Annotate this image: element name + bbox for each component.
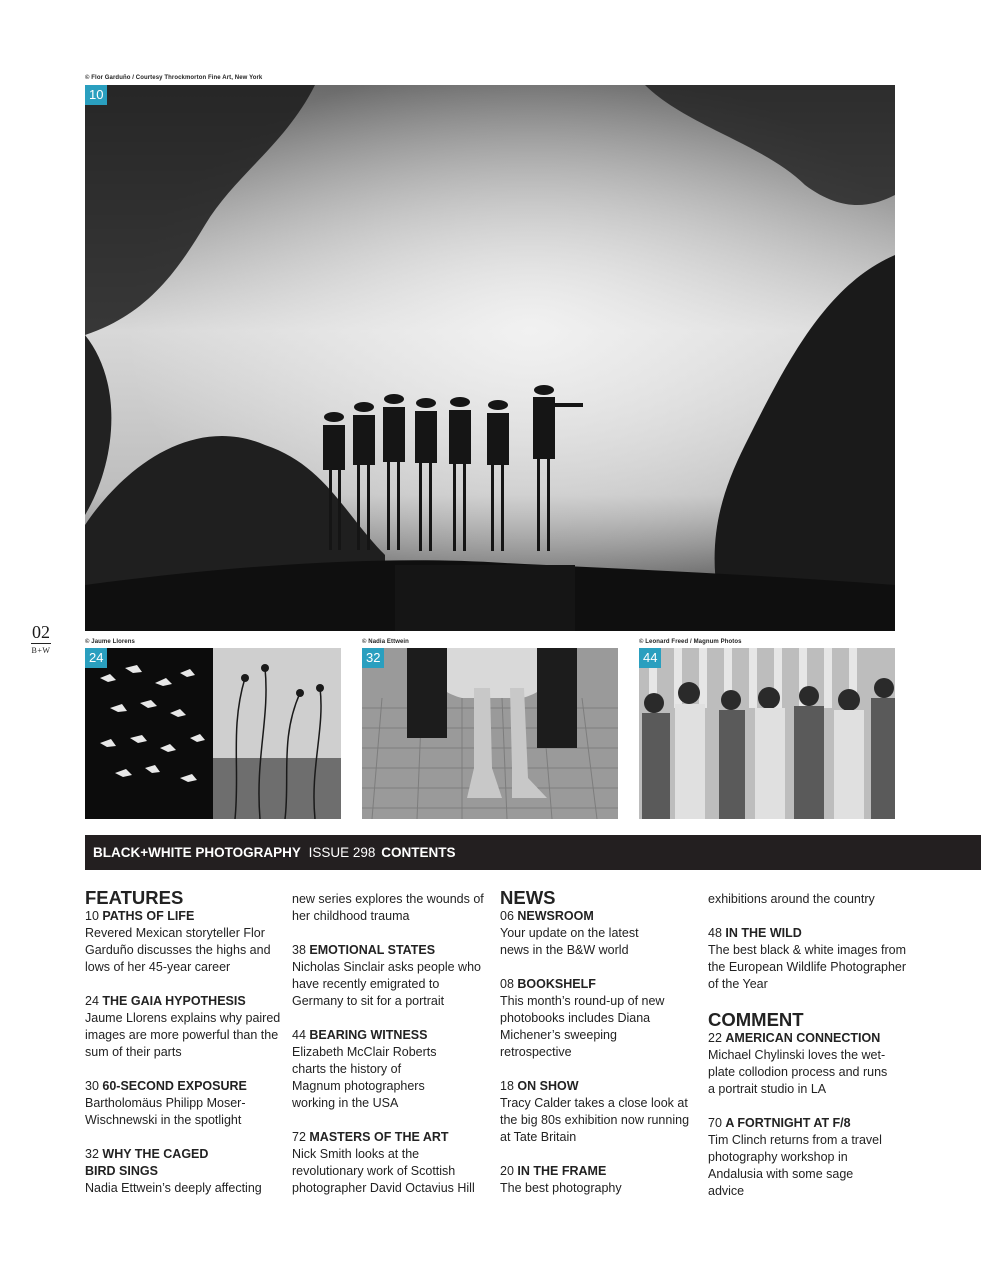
thumb-credit-1: © Jaume Llorens bbox=[85, 639, 135, 645]
entry-title: MASTERS OF THE ART bbox=[309, 1130, 449, 1144]
entry-description: This month’s round-up of new photobooks includes Diana Michener’s sweeping retrospective bbox=[500, 994, 665, 1059]
entry-description: The best photography bbox=[500, 1181, 622, 1195]
thumb-page-tag-3: 44 bbox=[639, 648, 661, 668]
contents-entry[interactable] bbox=[292, 942, 488, 1010]
thumb-credit-2: © Nadia Ettwein bbox=[362, 639, 409, 645]
entry-description: Revered Mexican storyteller Flor Garduño discusses the highs and lows of her 45-year career bbox=[85, 926, 271, 974]
section-heading-features: FEATURES bbox=[85, 887, 184, 908]
contents-entry[interactable] bbox=[500, 908, 696, 959]
entry-page-number: 24 bbox=[85, 994, 99, 1008]
banner-brand: BLACK+WHITE PHOTOGRAPHY bbox=[93, 845, 301, 860]
thumb-photo-2[interactable] bbox=[362, 648, 618, 819]
thumb-page-tag-2: 32 bbox=[362, 648, 384, 668]
entry-title: IN THE FRAME bbox=[517, 1164, 607, 1178]
entry-title: EMOTIONAL STATES bbox=[309, 943, 436, 957]
entry-description-continued: new series explores the wounds of her childhood trauma bbox=[292, 892, 484, 923]
section-heading-news: NEWS bbox=[500, 887, 556, 908]
entry-page-number: 18 bbox=[500, 1079, 514, 1093]
entry-description: Tracy Calder takes a close look at the big 80s exhibition now running at Tate Britain bbox=[500, 1096, 690, 1144]
thumb-photo-1[interactable] bbox=[85, 648, 341, 819]
entry-page-number: 10 bbox=[85, 909, 99, 923]
section-heading-comment: COMMENT bbox=[708, 1009, 804, 1030]
entry-title: PATHS OF LIFE bbox=[102, 909, 195, 923]
banner-issue: ISSUE 298 bbox=[308, 845, 376, 860]
entry-title: ON SHOW bbox=[517, 1079, 579, 1093]
thumb-page-tag-1: 24 bbox=[85, 648, 107, 668]
entry-page-number: 32 bbox=[85, 1147, 99, 1161]
entry-description: Nadia Ettwein’s deeply affecting bbox=[85, 1181, 262, 1195]
hero-photo-image bbox=[85, 85, 895, 631]
entry-page-number: 30 bbox=[85, 1079, 99, 1093]
thumb-image-feet bbox=[362, 648, 618, 819]
entry-description: Jaume Llorens explains why paired images are more powerful than the sum of their parts bbox=[85, 1011, 281, 1059]
entry-description: Nick Smith looks at the revolutionary work of Scottish photographer David Octavius Hill bbox=[292, 1147, 475, 1195]
entry-description: Michael Chylinski loves the wet-plate collodion process and runs a portrait studio in LA bbox=[708, 1048, 888, 1096]
publication-mark: B+W bbox=[31, 646, 51, 655]
contents-column-4 bbox=[708, 888, 908, 1200]
entry-title: A FORTNIGHT AT F/8 bbox=[725, 1116, 851, 1130]
entry-page-number: 22 bbox=[708, 1031, 722, 1045]
entry-description: Nicholas Sinclair asks people who have recently emigrated to Germany to sit for a portrait bbox=[292, 960, 481, 1008]
contents-banner bbox=[85, 835, 981, 870]
contents-entry[interactable] bbox=[85, 1146, 281, 1197]
entry-title: WHY THE CAGED BIRD SINGS bbox=[85, 1147, 209, 1178]
entry-description: Elizabeth McClair Roberts charts the history of Magnum photographers working in the USA bbox=[292, 1045, 437, 1110]
thumb-image-birds bbox=[85, 648, 341, 819]
entry-description: Tim Clinch returns from a travel photography workshop in Andalusia with some sage advice bbox=[708, 1133, 882, 1198]
hero-page-tag: 10 bbox=[85, 85, 107, 105]
entry-page-number: 72 bbox=[292, 1130, 306, 1144]
contents-entry[interactable] bbox=[292, 1027, 488, 1112]
contents-entry[interactable] bbox=[292, 1129, 488, 1197]
contents-entry[interactable] bbox=[85, 1078, 281, 1129]
contents-column-3 bbox=[500, 888, 696, 1197]
entry-title: BEARING WITNESS bbox=[309, 1028, 428, 1042]
entry-page-number: 08 bbox=[500, 977, 514, 991]
entry-title: 60-SECOND EXPOSURE bbox=[102, 1079, 247, 1093]
contents-entry[interactable] bbox=[85, 908, 281, 976]
entry-title: NEWSROOM bbox=[517, 909, 594, 923]
contents-column-2 bbox=[292, 888, 488, 1197]
folio-rule bbox=[31, 643, 51, 644]
contents-entry[interactable] bbox=[708, 1115, 908, 1200]
entry-title: THE GAIA HYPOTHESIS bbox=[102, 994, 246, 1008]
entry-page-number: 38 bbox=[292, 943, 306, 957]
entry-title: AMERICAN CONNECTION bbox=[725, 1031, 881, 1045]
entry-description: Bartholomäus Philipp Moser-Wischnewski in the spotlight bbox=[85, 1096, 246, 1127]
entry-page-number: 20 bbox=[500, 1164, 514, 1178]
contents-entry[interactable] bbox=[500, 1163, 696, 1197]
entry-page-number: 44 bbox=[292, 1028, 306, 1042]
banner-contents: CONTENTS bbox=[381, 845, 456, 860]
thumb-credit-3: © Leonard Freed / Magnum Photos bbox=[639, 639, 742, 645]
contents-entry-continued bbox=[708, 891, 908, 908]
contents-column-1 bbox=[85, 888, 281, 1197]
hero-photo[interactable] bbox=[85, 85, 895, 631]
page-number: 02 bbox=[32, 622, 50, 642]
entry-title: BOOKSHELF bbox=[517, 977, 596, 991]
entry-page-number: 48 bbox=[708, 926, 722, 940]
contents-entry[interactable] bbox=[708, 925, 908, 993]
entry-page-number: 06 bbox=[500, 909, 514, 923]
contents-entry[interactable] bbox=[500, 1078, 696, 1146]
contents-entry[interactable] bbox=[708, 1030, 908, 1098]
entry-page-number: 70 bbox=[708, 1116, 722, 1130]
thumb-photo-3[interactable] bbox=[639, 648, 895, 819]
hero-photo-credit: © Flor Garduño / Courtesy Throckmorton Fine Art, New York bbox=[85, 75, 263, 81]
entry-description-continued: exhibitions around the country bbox=[708, 892, 875, 906]
page-folio bbox=[27, 623, 55, 655]
entry-description: Your update on the latest news in the B&W world bbox=[500, 926, 639, 957]
contents-entry[interactable] bbox=[500, 976, 696, 1061]
entry-description: The best black & white images from the European Wildlife Photographer of the Year bbox=[708, 943, 907, 991]
entry-title: IN THE WILD bbox=[725, 926, 802, 940]
thumb-image-crowd bbox=[639, 648, 895, 819]
contents-entry-continued bbox=[292, 891, 488, 925]
contents-entry[interactable] bbox=[85, 993, 281, 1061]
